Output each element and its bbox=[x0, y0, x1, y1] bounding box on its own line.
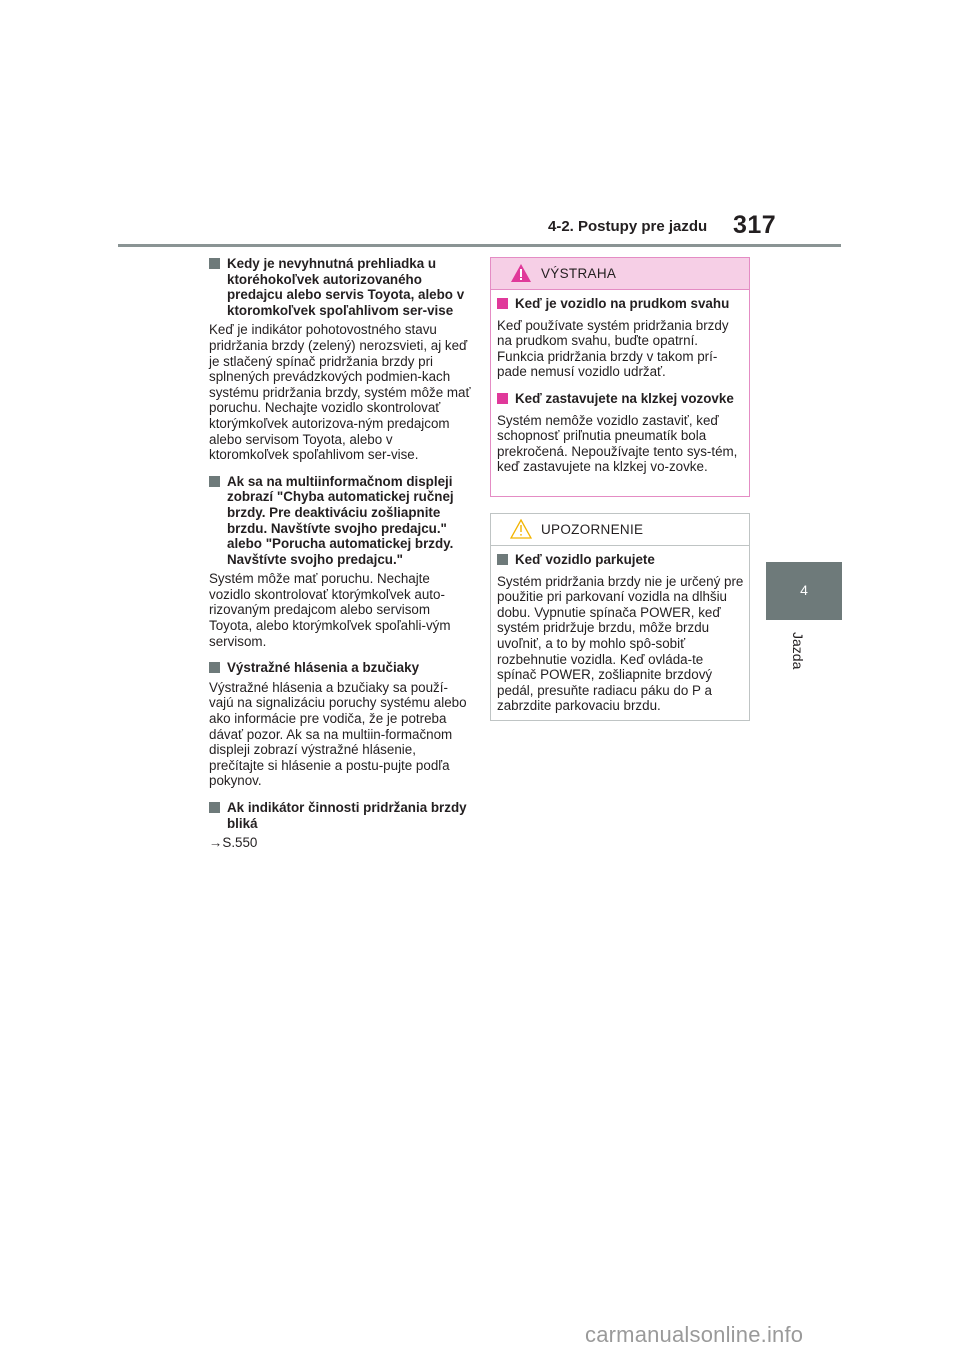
bullet-square-icon bbox=[209, 258, 220, 269]
bullet-square-icon bbox=[209, 802, 220, 813]
bullet-square-icon bbox=[497, 298, 508, 309]
section-heading bbox=[209, 256, 471, 318]
section-block bbox=[209, 800, 471, 851]
section-heading-text: Kedy je nevyhnutná prehliadka u ktoréhokoľvek autorizovaného predajcu alebo servis Toyota, alebo v ktoromkoľvek spoľahlivom ser-vise bbox=[227, 256, 465, 318]
section-body: Výstražné hlásenia a bzučiaky sa použí-vajú na signalizáciu poruchy systému alebo ako informácie pre vodiča, že je potreba dávať pozor. Ak sa na multiin-formačnom displeji zobrazí výstražné hlásenie, prečítajte si hlásenie a postu-pujte podľa pokynov. bbox=[209, 679, 467, 789]
notice-box bbox=[490, 513, 750, 721]
section-body: Systém môže mať poruchu. Nechajte vozidlo skontrolovať ktorýmkoľvek auto-rizovaným predajcom alebo servisom Toyota, alebo ktorýmkoľvek spoľahli-vým servisom. bbox=[209, 571, 451, 649]
section-heading bbox=[209, 800, 471, 831]
section-title: 4-2. Postupy pre jazdu bbox=[548, 218, 708, 235]
section-block bbox=[209, 256, 471, 463]
notice-item-body: Systém pridržania brzdy nie je určený pre použitie pri parkovaní vozidla na dlhšiu dobu. Vypnutie spínača POWER, keď systém pridržuje brzdu, môže brzdu uvoľniť, a to by mohlo spô-sobiť rozbehnutie vozidla. Keď ovláda-te spínač POWER, zošliapnite brzdový pedál, presuňte radiacu páku do P a zabrzdite parkovaciu brzdu. bbox=[497, 573, 744, 714]
watermark: carmanualsonline.info bbox=[585, 1322, 804, 1347]
warning-item-body: Systém nemôže vozidlo zastaviť, keď schopnosť priľnutia pneumatík bola prekročená. Nepoužívajte tento sys-tém, keď zastavujete na klzkej vo-zovke. bbox=[497, 412, 738, 475]
chapter-tab: 4 bbox=[766, 562, 842, 620]
page-reference-link[interactable]: →S.550 bbox=[209, 835, 258, 851]
warning-item-heading bbox=[497, 296, 744, 312]
notice-box-title: UPOZORNENIE bbox=[541, 522, 644, 537]
bullet-square-icon bbox=[497, 393, 508, 404]
section-block bbox=[209, 474, 471, 650]
warning-box-body bbox=[491, 290, 749, 475]
section-heading bbox=[209, 474, 471, 568]
left-column bbox=[209, 256, 471, 862]
section-body: Keď je indikátor pohotovostného stavu pridržania brzdy (zelený) nerozsvieti, aj keď je stlačený spínač pridržania brzdy pri splnených prevádzkových podmien-kach systému pridržania brzdy, systém môže mať poruchu. Nechajte vozidlo skontrolovať ktorýmkoľvek autorizova-ným predajcom alebo servisom Toyota, alebo v ktoromkoľvek spoľahlivom ser-vise. bbox=[209, 322, 471, 463]
warning-box-header bbox=[491, 258, 749, 290]
warning-item-body: Keď používate systém pridržania brzdy na prudkom svahu, buďte opatrní. Funkcia pridržania brzdy v takom prí-pade nemusí vozidlo udržať. bbox=[497, 317, 729, 380]
header-divider bbox=[118, 244, 841, 247]
section-heading bbox=[209, 660, 471, 676]
bullet-square-icon bbox=[497, 554, 508, 565]
section-heading-text: Výstražné hlásenia a bzučiaky bbox=[227, 660, 420, 676]
warning-triangle-icon bbox=[510, 263, 532, 283]
notice-box-body bbox=[491, 546, 749, 714]
notice-triangle-icon bbox=[510, 519, 532, 539]
warning-box bbox=[490, 257, 750, 497]
bullet-square-icon bbox=[209, 476, 220, 487]
page-number: 317 bbox=[733, 211, 777, 239]
notice-box-header bbox=[491, 514, 749, 546]
notice-item-heading bbox=[497, 552, 744, 568]
warning-item-heading-text: Keď je vozidlo na prudkom svahu bbox=[515, 296, 730, 311]
warning-box-title: VÝSTRAHA bbox=[541, 266, 617, 281]
warning-item-heading bbox=[497, 391, 744, 407]
warning-item-heading-text: Keď zastavujete na klzkej vozovke bbox=[515, 390, 734, 406]
notice-item-heading-text: Keď vozidlo parkujete bbox=[515, 552, 655, 567]
section-heading-text: Ak sa na multiinformačnom displeji zobrazí "Chyba automatickej ručnej brzdy. Pre deaktiváciu zošliapnite brzdu. Navštívte svojho predajcu." alebo "Porucha automatickej brzdy. Navštívte svojho predajcu." bbox=[227, 473, 454, 567]
chapter-label: Jazda bbox=[790, 632, 806, 670]
section-heading-text: Ak indikátor činnosti pridržania brzdy bliká bbox=[227, 800, 467, 831]
bullet-square-icon bbox=[209, 662, 220, 673]
section-block bbox=[209, 660, 471, 789]
